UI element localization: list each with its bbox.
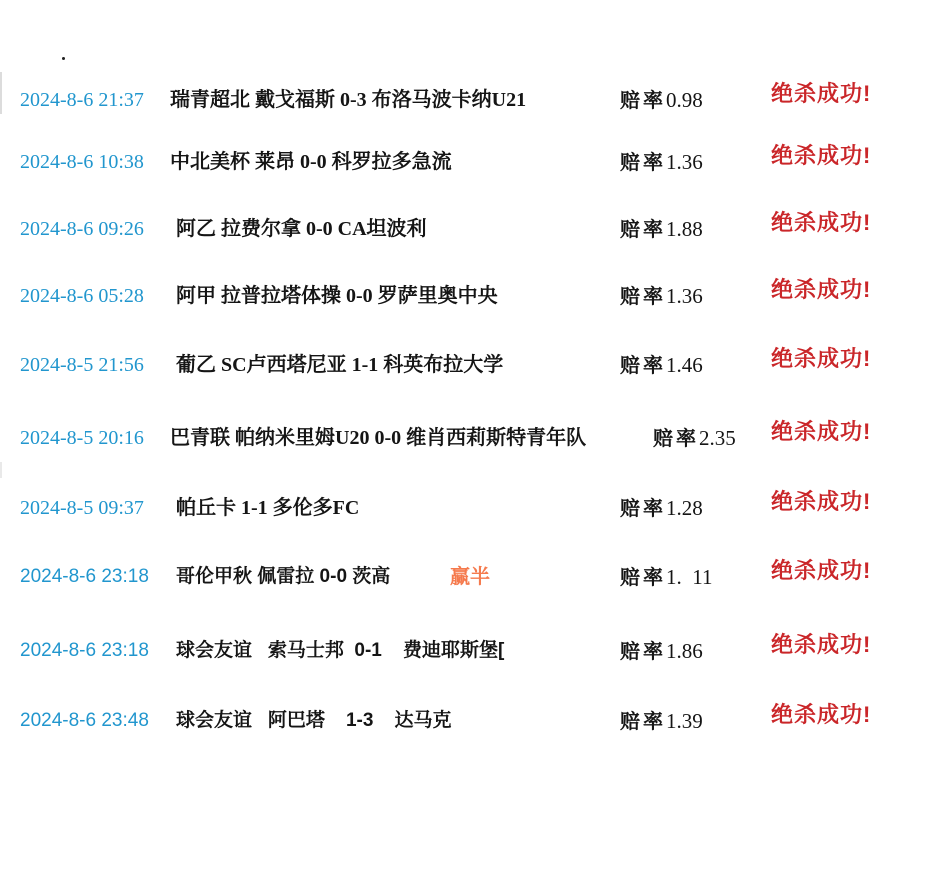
match-description: 哥伦甲秋 佩雷拉 0-0 茨高 <box>176 566 391 587</box>
odds-cell <box>620 351 703 380</box>
odds-value: 1.36 <box>666 150 703 174</box>
odds-label: 赔率 <box>620 355 666 377</box>
match-description: 阿乙 拉费尔拿 0-0 CA坦波利 <box>176 218 427 240</box>
odds-cell <box>620 707 703 736</box>
result-status: 绝杀成功! <box>771 210 872 235</box>
match-datetime: 2024-8-6 23:18 <box>20 640 149 661</box>
odds-value: 1. 11 <box>666 565 713 589</box>
odds-label: 赔率 <box>620 711 666 733</box>
match-datetime: 2024-8-5 09:37 <box>20 497 144 519</box>
stray-dot-artifact <box>62 57 65 60</box>
odds-label: 赔率 <box>620 90 666 112</box>
table-row <box>0 143 946 178</box>
odds-cell <box>653 424 736 453</box>
odds-value: 0.98 <box>666 88 703 112</box>
result-status: 绝杀成功! <box>771 558 872 583</box>
match-datetime: 2024-8-6 09:26 <box>20 218 144 240</box>
table-row <box>0 632 946 667</box>
result-status: 绝杀成功! <box>771 489 872 514</box>
table-row <box>0 210 946 245</box>
result-status: 绝杀成功! <box>771 81 872 106</box>
result-status: 绝杀成功! <box>771 702 872 727</box>
odds-label: 赔率 <box>620 641 666 663</box>
result-status: 绝杀成功! <box>771 277 872 302</box>
table-row <box>0 277 946 312</box>
result-status: 绝杀成功! <box>771 632 872 657</box>
odds-label: 赔率 <box>653 428 699 450</box>
table-row <box>0 419 946 454</box>
odds-label: 赔率 <box>620 219 666 241</box>
table-row <box>0 558 946 593</box>
match-datetime: 2024-8-6 23:48 <box>20 710 149 731</box>
match-description: 球会友谊 阿巴塔 1-3 达马克 <box>176 710 452 731</box>
result-status: 绝杀成功! <box>771 143 872 168</box>
odds-label: 赔率 <box>620 286 666 308</box>
match-description: 瑞青超北 戴戈福斯 0-3 布洛马波卡纳U21 <box>170 89 527 111</box>
half-win-note: 赢半 <box>450 566 490 588</box>
match-datetime: 2024-8-5 20:16 <box>20 427 144 449</box>
odds-value: 1.86 <box>666 639 703 663</box>
match-description: 巴青联 帕纳米里姆U20 0-0 维肖西莉斯特青年队 <box>170 427 587 449</box>
odds-cell <box>620 148 703 177</box>
table-row <box>0 81 946 116</box>
match-datetime: 2024-8-5 21:56 <box>20 354 144 376</box>
odds-cell <box>620 86 703 115</box>
odds-label: 赔率 <box>620 498 666 520</box>
match-description: 中北美杯 莱昂 0-0 科罗拉多急流 <box>170 151 452 173</box>
odds-value: 2.35 <box>699 426 736 450</box>
result-status: 绝杀成功! <box>771 346 872 371</box>
odds-value: 1.46 <box>666 353 703 377</box>
table-row <box>0 489 946 524</box>
odds-value: 1.36 <box>666 284 703 308</box>
odds-label: 赔率 <box>620 567 666 589</box>
odds-cell <box>620 563 712 592</box>
match-description: 葡乙 SC卢西塔尼亚 1-1 科英布拉大学 <box>176 354 504 376</box>
match-datetime: 2024-8-6 10:38 <box>20 151 144 173</box>
odds-value: 1.39 <box>666 709 703 733</box>
odds-cell <box>620 282 703 311</box>
odds-label: 赔率 <box>620 152 666 174</box>
table-row <box>0 702 946 737</box>
match-datetime: 2024-8-6 05:28 <box>20 285 144 307</box>
match-datetime: 2024-8-6 23:18 <box>20 566 149 587</box>
match-description: 阿甲 拉普拉塔体操 0-0 罗萨里奥中央 <box>176 285 498 307</box>
match-description: 球会友谊 索马士邦 0-1 费迪耶斯堡[ <box>176 640 505 661</box>
odds-cell <box>620 215 703 244</box>
result-status: 绝杀成功! <box>771 419 872 444</box>
match-description: 帕丘卡 1-1 多伦多FC <box>176 497 360 519</box>
odds-value: 1.28 <box>666 496 703 520</box>
match-datetime: 2024-8-6 21:37 <box>20 89 144 111</box>
odds-cell <box>620 637 703 666</box>
table-row <box>0 346 946 381</box>
left-edge-artifact <box>0 462 2 478</box>
odds-cell <box>620 494 703 523</box>
odds-value: 1.88 <box>666 217 703 241</box>
